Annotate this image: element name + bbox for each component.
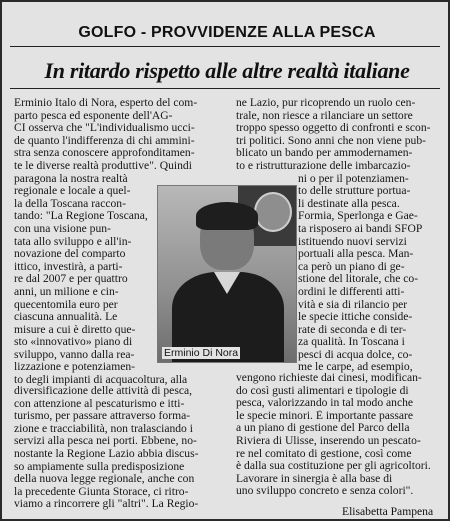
text-line: Formia, Sperlonga e Gae- <box>298 210 418 223</box>
text-line: sviluppo, vanno dalla rea- <box>14 348 135 361</box>
text-line: quecentomila euro per <box>14 298 118 311</box>
text-line: lizzazione e potenziamen- <box>14 361 136 374</box>
text-line: ne Lazio, pur ricoprendo un ruolo cen- <box>236 97 416 109</box>
text-line: ca però un piano di ge- <box>298 260 405 273</box>
text-line: stione del litorale, che co- <box>298 273 419 286</box>
text-line: me le carpe, ad esempio, <box>298 361 413 374</box>
text-line: è dalla sua costituzione per gli agricoltori. <box>236 460 431 473</box>
text-line: portuali alla pesca. Man- <box>298 248 414 261</box>
text-line: della nuova legge regionale, anche con <box>14 473 195 486</box>
text-line: to delle strutture portua- <box>298 185 411 198</box>
text-line: la della Toscana raccon- <box>14 197 126 210</box>
text-line: vità e sia di rilancio per <box>298 298 408 311</box>
text-line: servizi alla pesca nei porti. Ebbene, no- <box>14 435 197 448</box>
text-line: viamo a rincorrere gli "altri". La Regio- <box>14 498 199 511</box>
text-line: novazione del comparto <box>14 248 126 261</box>
photo-caption: Erminio Di Nora <box>164 347 239 359</box>
text-line: CI osserva che "L'individualismo ucci- <box>14 122 195 135</box>
text-line: troppo spesso oggetto di confronti e scon- <box>236 122 431 135</box>
text-line: misure a cui è diretto que- <box>14 323 136 336</box>
text-line: vengono richieste dai cinesi, modifican- <box>236 372 422 384</box>
text-line: ciascuna annualità. Le <box>14 311 118 324</box>
text-line: diversificazione delle attività di pesca, <box>14 385 193 397</box>
text-line: a un piano di gestione del Parco della <box>236 422 410 435</box>
text-line: to e ristrutturazione delle imbarcazio- <box>236 159 411 172</box>
text-line: ordini le differenti atti- <box>298 285 405 298</box>
text-line: pesca, valorizzando in tal modo anche <box>236 397 414 410</box>
text-line: te le diverse realtà produttive". Quindi <box>14 159 192 172</box>
article-column-left-bottom <box>14 385 220 511</box>
section-kicker: GOLFO - PROVVIDENZE ALLA PESCA <box>78 24 376 41</box>
text-line: nostante la Regione Lazio abbia discus- <box>14 447 199 460</box>
portrait-photo <box>157 185 297 363</box>
text-line: trale, non riesce a rilanciare un settore <box>236 109 413 122</box>
text-line: ta risposero ai bandi SFOP <box>298 222 423 235</box>
text-line: regionale e locale a quel- <box>14 185 131 198</box>
text-line: zione e tracciabilità, non tralasciando i <box>14 422 193 435</box>
text-line: re nel comitato di gestione, così come <box>236 447 412 460</box>
text-line: con attenzione al pescaturismo e itti- <box>14 397 185 410</box>
text-line: de quanto l'indifferenza di chi ammini- <box>14 134 195 147</box>
text-line: Erminio Italo di Nora, esperto del com- <box>14 97 198 109</box>
text-line: tri politici. Sono anni che non viene pub- <box>236 134 426 147</box>
text-line: anni, un milione e cin- <box>14 285 119 298</box>
text-line: parto pesca ed esponente dell'AG- <box>14 109 173 122</box>
text-line: le specie minori. È importante passare <box>236 409 414 422</box>
text-line: ittico, investirà, a parti- <box>14 260 123 273</box>
text-line: turismo, per passare attraverso forma- <box>14 410 191 423</box>
text-line: pesci di acqua dolce, co- <box>298 348 413 361</box>
text-line: ni o per il potenziamen- <box>298 172 409 185</box>
text-line: paragona la nostra realtà <box>14 172 128 185</box>
author-signature: Elisabetta Pampena <box>342 505 434 518</box>
text-line: za qualità. In Toscana i <box>298 336 405 349</box>
text-line: rate di seconda e di ter- <box>298 323 407 336</box>
text-line: con una visione pun- <box>14 222 111 235</box>
headline-rule <box>10 88 440 89</box>
text-line: tando: "La Regione Toscana, <box>14 210 148 223</box>
top-rule <box>10 46 440 47</box>
headline: In ritardo rispetto alle altre realtà italiane <box>44 58 410 83</box>
text-line: stra senza conoscere approfonditamen- <box>14 147 195 160</box>
text-line: istituendo nuovi servizi <box>298 235 407 248</box>
text-line: la precedente Giunta Storace, ci ritro- <box>14 485 189 498</box>
text-line: re dal 2007 e per quattro <box>14 273 128 286</box>
text-line: so ampiamente sulla predisposizione <box>14 460 185 473</box>
text-line: sto «innovativo» piano di <box>14 336 133 349</box>
text-line: Riviera di Ulisse, inserendo un pescato- <box>236 434 421 447</box>
text-line: blicato un bando per ammodernamen- <box>236 147 413 160</box>
article-column-right-bottom <box>236 372 440 498</box>
text-line: le specie ittiche conside- <box>298 311 413 324</box>
text-line: li destinate alla pesca. <box>298 197 400 210</box>
text-line: uno sviluppo concreto e senza colori". <box>236 485 414 498</box>
text-line: to degli impianti di acquacoltura, alla <box>14 374 188 387</box>
text-line: Lavorare in sinergia è alla base di <box>236 472 393 485</box>
text-line: tata allo sviluppo e all'in- <box>14 235 132 248</box>
text-line: do così gusti alimentari e tipologie di <box>236 384 409 397</box>
